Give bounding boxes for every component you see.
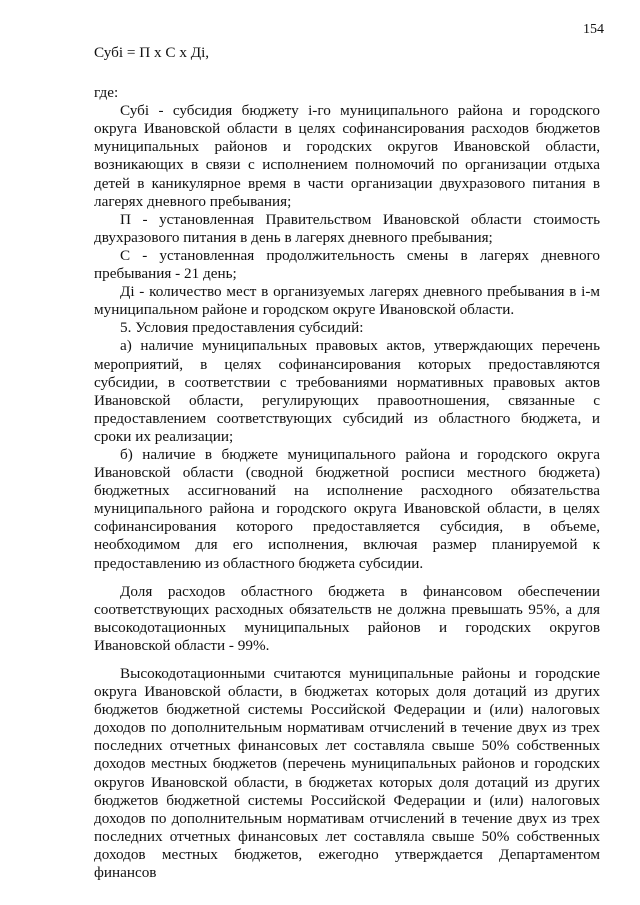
document-body [94,44,600,882]
conditions-heading: 5. Условия предоставления субсидий: [120,319,364,337]
condition-a: а) наличие муниципальных правовых актов, утверждающих перечень мероприятий, в целях софинансирования которых предоставляются субсидии, в соответствии с требованиями нормативных правовых актов Ивановской области, регулирующих правоотношения, связанные с предоставлением соответствующих субсидий из областного бюджета, и сроки их реализации; [94,337,600,445]
subsidy-formula: Субі = П х С х Ді, [94,44,210,61]
condition-b: б) наличие в бюджете муниципального района и городского округа Ивановской области (сводной бюджетной росписи местного бюджета) бюджетных ассигнований на исполнение расходного обязательства муниципального района и городского округа Ивановской области, в целях софинансирования которого предоставляется субсидия, в объеме, необходимом для его исполнения, включая размер планируемой к предоставлению из областного бюджета субсидии. [94,445,600,572]
paragraph-gap [94,655,600,665]
paragraph-gap [94,573,600,583]
where-label: где: [94,84,119,102]
definition-p: П - установленная Правительством Ивановской области стоимость двухразового питания в день в лагерях дневного пребывания; [94,210,600,246]
budget-share-paragraph: Доля расходов областного бюджета в финансовом обеспечении соответствующих расходных обязательств не должна превышать 95%, а для высокодотационных муниципальных районов и городских округов Ивановской области - 99%. [94,582,600,654]
high-subsidy-paragraph: Высокодотационными считаются муниципальные районы и городские округа Ивановской области, в бюджетах которых доля дотаций из других бюджетов бюджетной системы Российской Федерации и (или) налоговых доходов по дополнительным нормативам отчислений в течение двух из трех последних отчетных финансовых лет составляла свыше 50% собственных доходов местных бюджетов (перечень муниципальных районов и городских округов Ивановской области, в бюджетах которых доля дотаций из других бюджетов бюджетной системы Российской Федерации и (или) налоговых доходов по дополнительным нормативам отчислений в течение двух из трех последних отчетных финансовых лет составляла свыше 50% собственных доходов местных бюджетов, ежегодно утверждается Департаментом финансов [94,665,600,882]
definition-c: С - установленная продолжительность смены в лагерях дневного пребывания - 21 день; [94,246,600,283]
definition-sub: Субі - субсидия бюджету і-го муниципального района и городского округа Ивановской области в целях софинансирования расходов бюджетов муниципальных районов и городских округов Ивановской области, возникающих в связи с исполнением полномочий по организации отдыха детей в каникулярное время в части организации двухразового питания в лагерях дневного пребывания; [94,102,600,210]
definition-d: Ді - количество мест в организуемых лагерях дневного пребывания в і-м муниципальном районе и городском округе Ивановской области. [94,283,600,319]
page-number: 154 [583,22,604,37]
